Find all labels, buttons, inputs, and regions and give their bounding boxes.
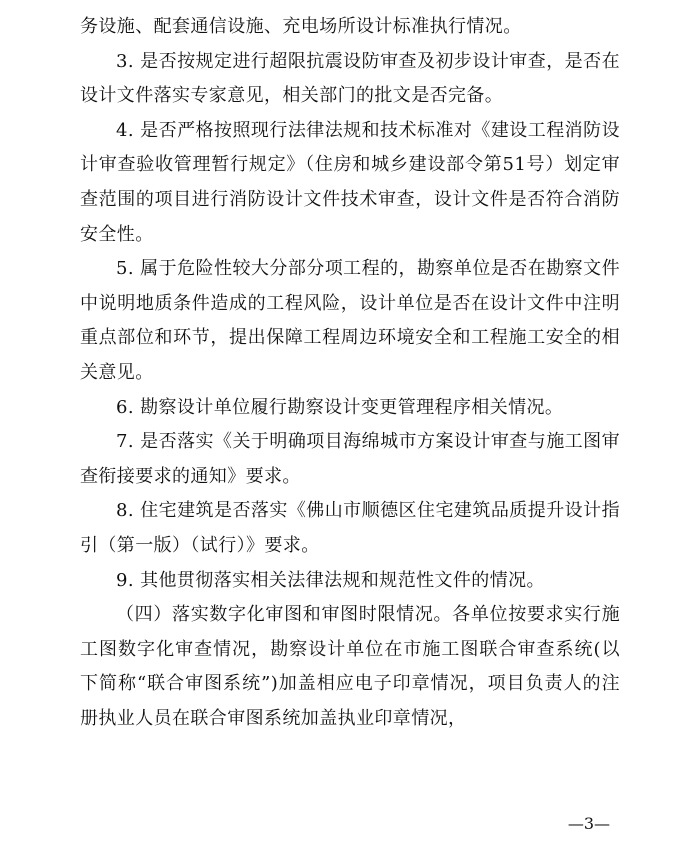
paragraph-item-9: 9. 其他贯彻落实相关法律法规和规范性文件的情况。 bbox=[116, 569, 545, 591]
paragraph-item-8: 8. 住宅建筑是否落实《佛山市顺德区住宅建筑品质提升设计指引（第一版）（试行）》要求。 bbox=[80, 500, 620, 556]
body-text bbox=[80, 10, 620, 736]
paragraph-item-7: 7. 是否落实《关于明确项目海绵城市方案设计审查与施工图审查衔接要求的通知》要求。 bbox=[80, 431, 620, 487]
paragraph-continuation: 务设施、配套通信设施、充电场所设计标准执行情况。 bbox=[80, 16, 522, 37]
paragraph-item-4: 4. 是否严格按照现行法律法规和技术标准对《建设工程消防设计审查验收管理暂行规定》（住房和城乡建设部令第51号）划定审查范围的项目进行消防设计文件技术审查，设计文件是否符合消防安全性。 bbox=[80, 119, 620, 245]
paragraph-item-3: 3. 是否按规定进行超限抗震设防审查及初步设计审查，是否在设计文件落实专家意见，相关部门的批文是否完备。 bbox=[80, 50, 620, 107]
page-number: —3— bbox=[567, 814, 610, 833]
paragraph-section-4: （四）落实数字化审图和审图时限情况。各单位按要求实行施工图数字化审查情况，勘察设计单位在市施工图联合审查系统(以下简称“联合审图系统”)加盖相应电子印章情况，项目负责人的注册执业人员在联合审图系统加盖执业印章情况， bbox=[80, 604, 620, 729]
paragraph-item-6: 6. 勘察设计单位履行勘察设计变更管理程序相关情况。 bbox=[116, 396, 564, 418]
paragraph-item-5: 5. 属于危险性较大分部分项工程的，勘察单位是否在勘察文件中说明地质条件造成的工程风险，设计单位是否在设计文件中注明重点部位和环节，提出保障工程周边环境安全和工程施工安全的相关意见。 bbox=[80, 258, 620, 383]
